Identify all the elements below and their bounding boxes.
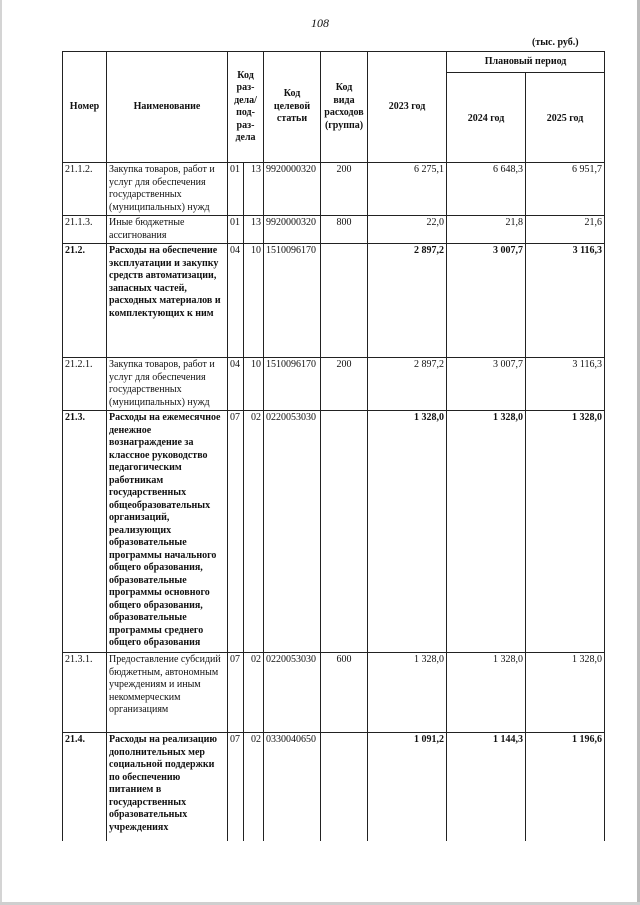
- row-subsection: 13: [244, 216, 264, 244]
- row-section: 07: [228, 653, 244, 733]
- row-name: Расходы на реализацию дополнительных мер социальной поддержки по обеспечению питанием в государственных образовательных учреждениях: [107, 733, 228, 841]
- header-plan-period: Плановый период: [447, 52, 605, 73]
- header-number: Номер: [63, 52, 107, 163]
- row-subsection: 02: [244, 733, 264, 841]
- header-vr: Код вида расходов (группа): [321, 52, 368, 163]
- row-name: Расходы на обеспечение эксплуатации и закупку средств автоматизации, запасных частей, расходных материалов и комплектующих к ним: [107, 244, 228, 358]
- table-row: [63, 653, 605, 733]
- row-csr: 9920000320: [264, 216, 321, 244]
- row-2025: 3 116,3: [526, 244, 605, 358]
- row-section: 07: [228, 411, 244, 653]
- table-row: [63, 244, 605, 358]
- row-vr: 200: [321, 163, 368, 216]
- row-csr: 9920000320: [264, 163, 321, 216]
- row-number: 21.1.2.: [63, 163, 107, 216]
- table-row: [63, 733, 605, 841]
- row-number: 21.1.3.: [63, 216, 107, 244]
- row-2023: 1 328,0: [368, 411, 447, 653]
- row-2025: 1 196,6: [526, 733, 605, 841]
- row-name: Иные бюджетные ассигнования: [107, 216, 228, 244]
- row-vr: 800: [321, 216, 368, 244]
- row-2025: 1 328,0: [526, 411, 605, 653]
- row-2023: 2 897,2: [368, 244, 447, 358]
- table-row: [63, 216, 605, 244]
- row-subsection: 10: [244, 358, 264, 411]
- page-number: 108: [311, 16, 329, 30]
- row-2024: 1 328,0: [447, 411, 526, 653]
- row-number: 21.2.: [63, 244, 107, 358]
- row-csr: 1510096170: [264, 244, 321, 358]
- row-name: Закупка товаров, работ и услуг для обеспечения государственных (муниципальных) нужд: [107, 163, 228, 216]
- row-number: 21.2.1.: [63, 358, 107, 411]
- header-2023: 2023 год: [368, 52, 447, 163]
- row-subsection: 10: [244, 244, 264, 358]
- row-subsection: 13: [244, 163, 264, 216]
- row-2025: 3 116,3: [526, 358, 605, 411]
- row-2024: 1 144,3: [447, 733, 526, 841]
- row-2023: 1 328,0: [368, 653, 447, 733]
- row-section: 04: [228, 358, 244, 411]
- row-vr: 200: [321, 358, 368, 411]
- row-2023: 2 897,2: [368, 358, 447, 411]
- row-number: 21.3.: [63, 411, 107, 653]
- header-row-1: [63, 52, 605, 73]
- row-name: Закупка товаров, работ и услуг для обеспечения государственных (муниципальных) нужд: [107, 358, 228, 411]
- row-csr: 0220053030: [264, 411, 321, 653]
- row-2024: 21,8: [447, 216, 526, 244]
- row-vr: [321, 411, 368, 653]
- row-csr: 0220053030: [264, 653, 321, 733]
- header-csr: Код целевой статьи: [264, 52, 321, 163]
- header-2024: 2024 год: [447, 73, 526, 163]
- row-csr: 0330040650: [264, 733, 321, 841]
- row-2023: 1 091,2: [368, 733, 447, 841]
- header-name: Наименование: [107, 52, 228, 163]
- row-csr: 1510096170: [264, 358, 321, 411]
- row-vr: 600: [321, 653, 368, 733]
- row-section: 04: [228, 244, 244, 358]
- row-2024: 6 648,3: [447, 163, 526, 216]
- units-label: (тыс. руб.): [532, 37, 579, 48]
- row-subsection: 02: [244, 411, 264, 653]
- header-2025: 2025 год: [526, 73, 605, 163]
- row-2025: 6 951,7: [526, 163, 605, 216]
- table-row: [63, 411, 605, 653]
- row-subsection: 02: [244, 653, 264, 733]
- scan-left-edge: [0, 0, 2, 905]
- budget-table: [62, 51, 605, 841]
- table-row: [63, 358, 605, 411]
- row-number: 21.4.: [63, 733, 107, 841]
- row-name: Расходы на ежемесячное денежное вознаграждение за классное руководство педагогическим работникам государственных общеобразовательных организаций, реализующих образовательные программы начального общего образования, образовательные программы основного общего образования, образовательные программы среднего общего образования: [107, 411, 228, 653]
- row-section: 07: [228, 733, 244, 841]
- row-2023: 6 275,1: [368, 163, 447, 216]
- row-vr: [321, 733, 368, 841]
- row-section: 01: [228, 163, 244, 216]
- row-vr: [321, 244, 368, 358]
- row-2024: 3 007,7: [447, 244, 526, 358]
- row-2023: 22,0: [368, 216, 447, 244]
- row-name: Предоставление субсидий бюджетным, автономным учреждениям и иным некоммерческим организациям: [107, 653, 228, 733]
- header-section: Код раз- дела/ под- раз- дела: [228, 52, 264, 163]
- row-2024: 1 328,0: [447, 653, 526, 733]
- row-2025: 21,6: [526, 216, 605, 244]
- table-row: [63, 163, 605, 216]
- row-2024: 3 007,7: [447, 358, 526, 411]
- row-number: 21.3.1.: [63, 653, 107, 733]
- row-section: 01: [228, 216, 244, 244]
- row-2025: 1 328,0: [526, 653, 605, 733]
